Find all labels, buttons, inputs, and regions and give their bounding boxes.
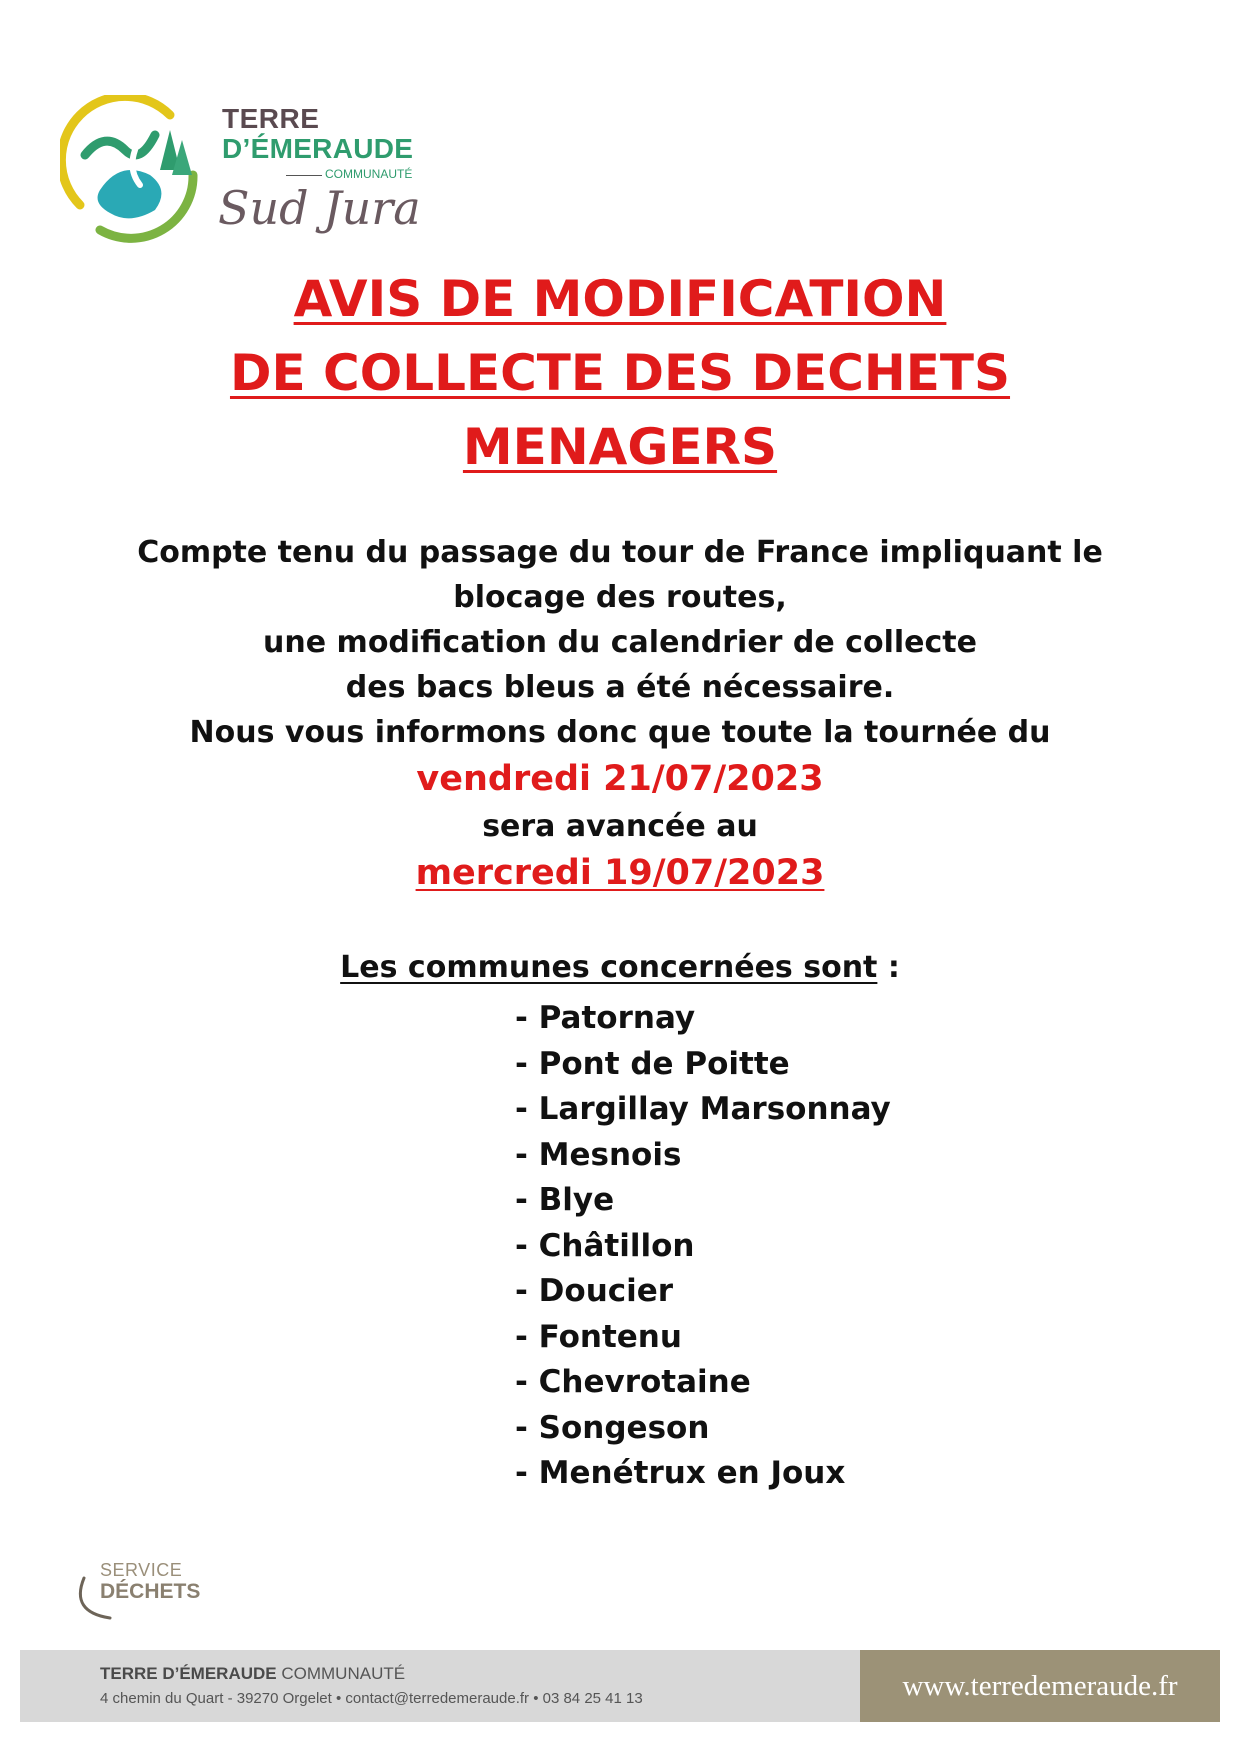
service-dechets-logo [70,1560,220,1632]
website-link[interactable]: www.terredemeraude.fr [902,1670,1178,1702]
body-line-6: sera avancée au [482,809,758,844]
body-line-5: Nous vous informons donc que toute la tournée du [189,715,1051,750]
service-label: SERVICE [100,1560,183,1580]
original-collection-date: vendredi 21/07/2023 [416,759,824,799]
list-item: - Fontenu [515,1318,682,1355]
body-line-4: des bacs bleus a été nécessaire. [345,670,895,705]
list-item: - Blye [515,1182,615,1218]
list-item: - Menétrux en Joux [515,1455,846,1491]
list-item: - Châtillon [515,1227,695,1264]
title-line-1: AVIS DE MODIFICATION [293,270,947,328]
notice-body [0,530,1240,898]
logo-text-terre: TERRE [222,103,320,134]
list-item: - Songeson [515,1409,710,1446]
body-line-3: une modification du calendrier de collecte [263,625,977,660]
notice-title [0,262,1240,484]
organization-logo [60,95,460,255]
communes-heading [0,950,1240,985]
list-item: - Mesnois [515,1136,682,1173]
new-collection-date: mercredi 19/07/2023 [415,853,825,893]
communes-heading-text: Les communes concernées sont [340,950,878,985]
list-item: - Chevrotaine [515,1364,751,1400]
logo-text-emeraude: D’ÉMERAUDE [222,133,414,164]
communes-list [515,996,891,1497]
title-line-2: DE COLLECTE DES DECHETS [229,344,1011,402]
title-line-3: MENAGERS [462,418,778,476]
logo-text-sud-jura: Sud Jura [218,181,421,235]
footer-organization [100,1664,405,1684]
footer-address: 4 chemin du Quart - 39270 Orgelet • contact@terredemeraude.fr • 03 84 25 41 13 [100,1690,643,1707]
list-item: - Doucier [515,1273,674,1309]
dechets-label: DÉCHETS [100,1580,201,1603]
logo-text-communaute: COMMUNAUTÉ [322,167,412,181]
footer-contact-block [20,1650,860,1722]
list-item: - Patornay [515,1000,696,1036]
communes-heading-suffix: : [877,950,900,985]
footer-website-block [860,1650,1220,1722]
footer-org-suffix: COMMUNAUTÉ [276,1664,406,1683]
body-line-2: blocage des routes, [453,580,787,615]
list-item: - Pont de Poitte [515,1045,790,1082]
footer [20,1650,1220,1722]
list-item: - Largillay Marsonnay [515,1091,891,1127]
body-line-1: Compte tenu du passage du tour de France impliquant le [137,535,1103,570]
landscape-logo-icon [60,95,210,245]
footer-org-name: TERRE D’ÉMERAUDE [100,1664,277,1683]
